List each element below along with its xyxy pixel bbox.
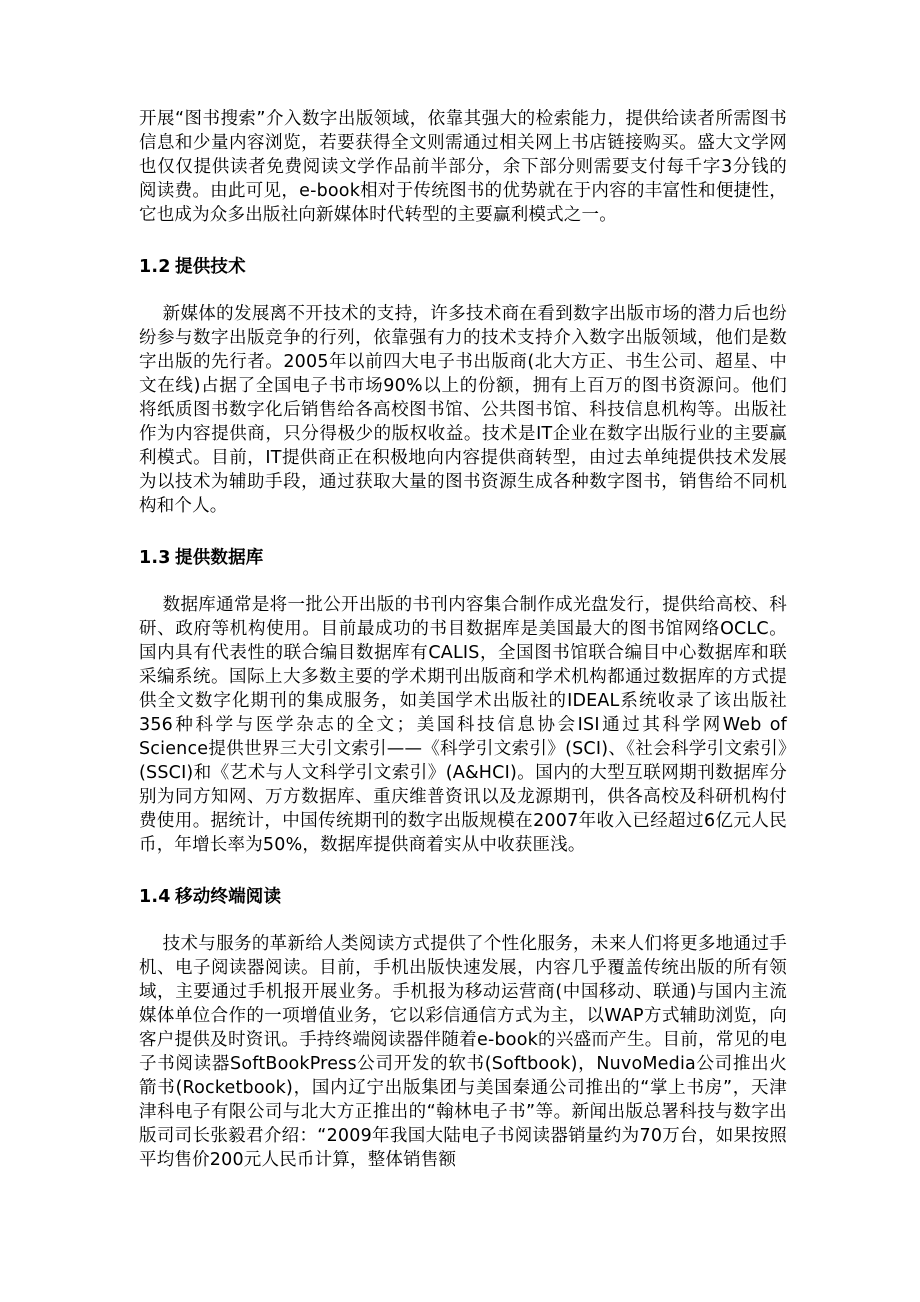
section-title: 提供技术 [175, 257, 246, 277]
section-heading-1-3 [139, 546, 787, 570]
section-title: 提供数据库 [175, 548, 264, 568]
section-body-1-3: 数据库通常是将一批公开出版的书刊内容集合制作成光盘发行，提供给高校、科研、政府等机构使用。目前最成功的书目数据库是美国最大的图书馆网络OCLC。国内具有代表性的联合编目数据库有CALIS，全国图书馆联合编目中心数据库和联采编系统。国际上大多数主要的学术期刊出版商和学术机构都通过数据库的方式提供全文数字化期刊的集成服务，如美国学术出版社的IDEAL系统收录了该出版社356种科学与医学杂志的全文；美国科技信息协会ISI通过其科学网Web of Science提供世界三大引文索引——《科学引文索引》(SCI)、《社会科学引文索引》(SSCI)和《艺术与人文科学引文索引》(A&HCI)。国内的大型互联网期刊数据库分别为同方知网、万方数据库、重庆维普资讯以及龙源期刊，供各高校及科研机构付费使用。据统计，中国传统期刊的数字出版规模在2007年收入已经超过6亿元人民币，年增长率为50%，数据库提供商着实从中收获匪浅。 [139, 595, 787, 855]
intro-paragraph: 开展“图书搜索”介入数字出版领域，依靠其强大的检索能力，提供给读者所需图书信息和少量内容浏览，若要获得全文则需通过相关网上书店链接购买。盛大文学网也仅仅提供读者免费阅读文学作品前半部分，余下部分则需要支付每千字3分钱的阅读费。由此可见，e-book相对于传统图书的优势就在于内容的丰富性和便捷性，它也成为众多出版社向新媒体时代转型的主要赢利模式之一。 [139, 109, 787, 225]
section-number: 1.2 [139, 257, 171, 277]
section-body-1-2: 新媒体的发展离不开技术的支持，许多技术商在看到数字出版市场的潜力后也纷纷参与数字出版竞争的行列，依靠强有力的技术支持介入数字出版领域，他们是数字出版的先行者。2005年以前四大电子书出版商(北大方正、书生公司、超星、中文在线)占据了全国电子书市场90%以上的份额，拥有上百万的图书资源问。他们将纸质图书数字化后销售给各高校图书馆、公共图书馆、科技信息机构等。出版社作为内容提供商，只分得极少的版权收益。技术是IT企业在数字出版行业的主要赢利模式。目前，IT提供商正在积极地向内容提供商转型，由过去单纯提供技术发展为以技术为辅助手段，通过获取大量的图书资源生成各种数字图书，销售给不同机构和个人。 [139, 304, 787, 516]
document-page [139, 107, 787, 1200]
section-body-1-4: 技术与服务的革新给人类阅读方式提供了个性化服务，未来人们将更多地通过手机、电子阅读器阅读。目前，手机出版快速发展，内容几乎覆盖传统出版的所有领域，主要通过手机报开展业务。手机报为移动运营商(中国移动、联通)与国内主流媒体单位合作的一项增值业务，它以彩信通信方式为主，以WAP方式辅助浏览，向客户提供及时资讯。手持终端阅读器伴随着e-book的兴盛而产生。目前，常见的电子书阅读器SoftBookPress公司开发的软书(Softbook)，NuvoMedia公司推出火箭书(Rocketbook)，国内辽宁出版集团与美国秦通公司推出的“掌上书房”，天津津科电子有限公司与北大方正推出的“翰林电子书”等。新闻出版总署科技与数字出版司司长张毅君介绍：“2009年我国大陆电子书阅读器销量约为70万台，如果按照平均售价200元人民币计算，整体销售额 [139, 934, 787, 1170]
section-heading-1-2 [139, 255, 787, 279]
section-number: 1.3 [139, 548, 171, 568]
section-title: 移动终端阅读 [175, 887, 282, 907]
section-heading-1-4 [139, 885, 787, 909]
section-number: 1.4 [139, 887, 171, 907]
